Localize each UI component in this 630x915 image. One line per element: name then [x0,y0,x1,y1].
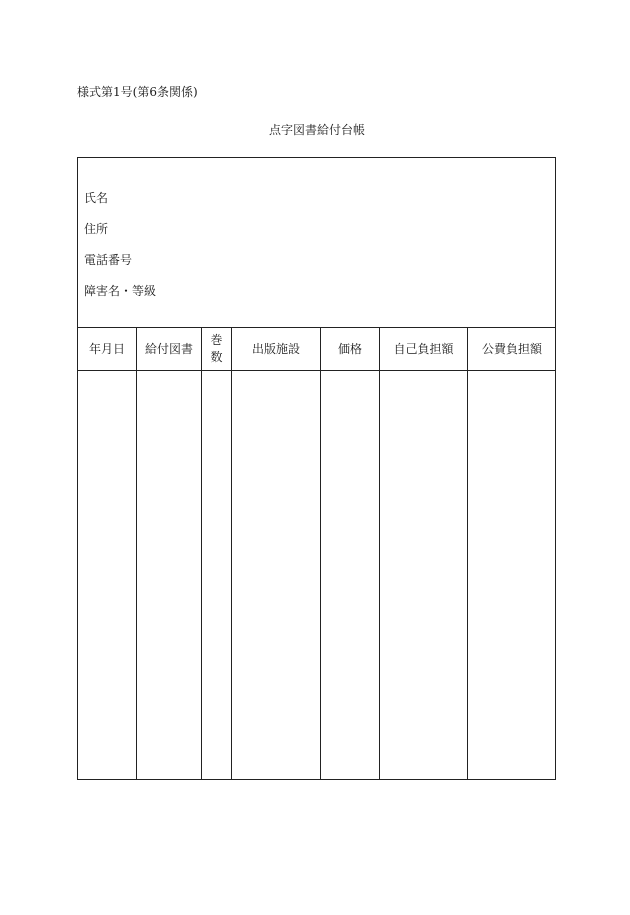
column-header-public-pay: 公費負担額 [481,342,542,356]
column-header-volumes-line2: 数 [210,350,223,364]
column-header-self-pay: 自己負担額 [393,342,454,356]
column-header-volumes-line1: 巻 [210,333,223,347]
name-field-label: 氏名 [84,191,109,205]
self-pay-entry-area [380,371,467,779]
address-field-label: 住所 [84,222,109,236]
document-title: 点字図書給付台帳 [268,123,365,137]
volumes-entry-area [202,371,231,779]
column-header-volumes [202,328,231,370]
phone-field-label: 電話番号 [84,253,133,267]
price-entry-area [321,371,379,779]
column-header-price: 価格 [337,342,362,356]
form-number: 様式第1号(第6条関係) [77,85,198,99]
column-header-book: 給付図書 [144,342,193,356]
public-pay-entry-area [468,371,556,779]
disability-field-label: 障害名・等級 [84,284,157,298]
date-entry-area [78,371,136,779]
publisher-entry-area [232,371,320,779]
applicant-info-block [78,158,555,328]
column-header-publisher: 出版施設 [251,342,300,356]
book-entry-area [137,371,201,779]
column-header-date: 年月日 [88,342,125,356]
register-table [77,157,556,780]
